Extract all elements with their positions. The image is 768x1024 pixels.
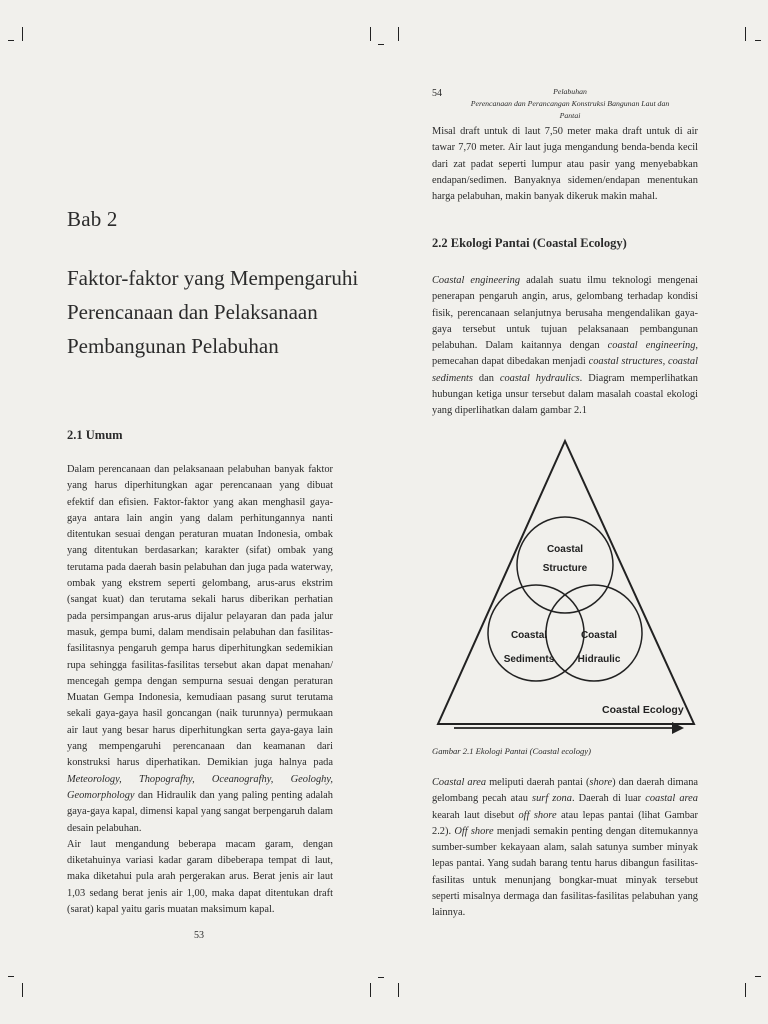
- chapter-number: Bab 2: [67, 207, 118, 231]
- label-sediments-1: Coastal: [510, 630, 548, 641]
- chapter-title-line: Faktor-faktor yang Mempengaruhi: [67, 266, 359, 290]
- crop-mark: [8, 976, 14, 977]
- crop-mark: [755, 976, 761, 977]
- label-hidraulic-2: Hidraulic: [577, 654, 621, 665]
- paragraph: Air laut mengandung beberapa macam garam, dengan diketahuinya variasi kadar garam dibeberapa tempat di laut, maka diketahui pula arah pergerakan arus. Berat jenis air laut 1,03 sedang berat jenis air 1,00, maka dapat ditentukan draft (sarat) kapal yaitu garis muatan maksimum kapal.: [67, 838, 333, 916]
- paragraph: Dalam perencanaan dan pelaksanaan pelabuhan banyak faktor yang harus diperhitungkan agar perencanaan yang dibuat efektif dan efisien. Faktor-faktor yang akan menghasil gaya-gaya antara lain angin yang dalam perhitungannya nanti ditentukan sesuai dengan peraturan muatan Indonesia, ombak yang ditentukan berdasarkan; karakter (sifat) ombak yang terutama pada daerah basin pelabuhan dan juga pada waterway, ombak yang ekstrem seperti gelombang, arus-arus ekstrim (sangat kuat) dan terutama sekali harus diberikan perhatian pada persimpangan arus-arus dijalur pelayaran dan pada jalur masuk, gempa bumi, dalam mendisain pelabuhan dan fasilitas-fasilitasnya pengaruh gempa harus diperhitungkan sedemikian rupa sehingga fasilitas-fasilitas tersebut akan dapat menahan/ mencegah gempa dengan sempurna sesuai dengan peraturan Muatan Gempa Indonesia, kemudiaan pasang surut terutama sekali gaya-gaya hasil goncangan (naik turunnya) permukaan air laut yang besar harus diperhitungkan serta gaya-gaya lain yang mempengaruhi perencanaan dan keamanan dari konstruksi harus diperhatikan. Demikian juga halnya pada Meteorology, Thopografhy, Oceanografhy, Geologhy, Geomorphology dan Hidraulik dan yang paling penting adalah gaya-gaya kapal, dimensi kapal yang sangat berpengaruh dalam desain pelabuhan.: [67, 464, 333, 834]
- label-structure-2: Structure: [542, 563, 588, 574]
- right-body-mid: [432, 273, 698, 420]
- coastal-ecology-diagram: [432, 437, 698, 742]
- right-body-top: [432, 124, 698, 205]
- crop-mark: [378, 977, 384, 978]
- figure-caption: Gambar 2.1 Ekologi Pantai (Coastal ecology): [432, 746, 591, 756]
- section-heading-umum: 2.1 Umum: [67, 428, 123, 442]
- crop-mark: [370, 983, 371, 997]
- paragraph: Coastal engineering adalah suatu ilmu teknologi mengenai penerapan pengaruh angin, arus, gelombang terhadap kondisi fisik, perencanaan selanjutnya berusaha mengendalikan gaya-gaya tersebut untuk tujuan pelaksanaan pembangunan pelabuhan. Dalam kaitannya dengan coastal engineering, pemecahan dapat dibedakan menjadi coastal structures, coastal sediments dan coastal hydraulics. Diagram memperlihatkan hubungan ketiga unsur tersebut dalam masalah coastal ekologi yang diperlihatkan dalam gambar 2.1: [432, 275, 698, 417]
- triangle: [438, 441, 694, 724]
- section-heading-ekologi: 2.2 Ekologi Pantai (Coastal Ecology): [432, 236, 627, 250]
- label-structure-1: Coastal: [546, 544, 584, 555]
- crop-mark: [755, 40, 761, 41]
- crop-mark: [398, 983, 399, 997]
- crop-mark: [8, 40, 14, 41]
- chapter-title-line: Perencanaan dan Pelaksanaan: [67, 300, 318, 324]
- chapter-title: [67, 261, 367, 363]
- crop-mark: [745, 983, 746, 997]
- crop-mark: [398, 27, 399, 41]
- crop-mark: [22, 983, 23, 997]
- running-head: Pelabuhan Perencanaan dan Perancangan Konstruksi Bangunan Laut dan Pantai: [470, 87, 670, 120]
- page-number: 53: [194, 930, 204, 941]
- crop-mark: [370, 27, 371, 41]
- chapter-title-line: Pembangunan Pelabuhan: [67, 334, 279, 358]
- label-hidraulic-1: Coastal: [580, 630, 618, 641]
- crop-mark: [745, 27, 746, 41]
- label-sediments-2: Sediments: [503, 654, 555, 665]
- right-body-bottom: [432, 775, 698, 922]
- paragraph: Coastal area meliputi daerah pantai (shore) dan daerah dimana gelombang pecah atau surf zona. Daerah di luar coastal area kearah laut disebut off shore atau lepas pantai (lihat Gambar 2.2). Off shore menjadi semakin penting dengan ditemukannya sumber-sumber kekayaan alam, salah satunya sumber minyak lepas pantai. Yang sudah barang tentu harus dibangun fasilitas-fasilitas untuk menunjang bongkar-muat minyak tersebut seperti misalnya dermaga dan fasilitas-fasilitas pelabuhan yang lainnya.: [432, 777, 698, 919]
- crop-mark: [378, 44, 384, 45]
- page-number: 54: [432, 88, 442, 99]
- axis-label: Coastal Ecology: [602, 704, 684, 716]
- crop-mark: [22, 27, 23, 41]
- left-body-text: [67, 462, 333, 918]
- paragraph: Misal draft untuk di laut 7,50 meter maka draft untuk di air tawar 7,70 meter. Air laut juga mengandung benda-benda kecil dari zat padat seperti lumpur atau pasir yang menyebabkan endapan/sedimen. Banyaknya sidemen/endapan menentukan harga pelabuhan, makin banyak dikeruk makin mahal.: [432, 126, 698, 203]
